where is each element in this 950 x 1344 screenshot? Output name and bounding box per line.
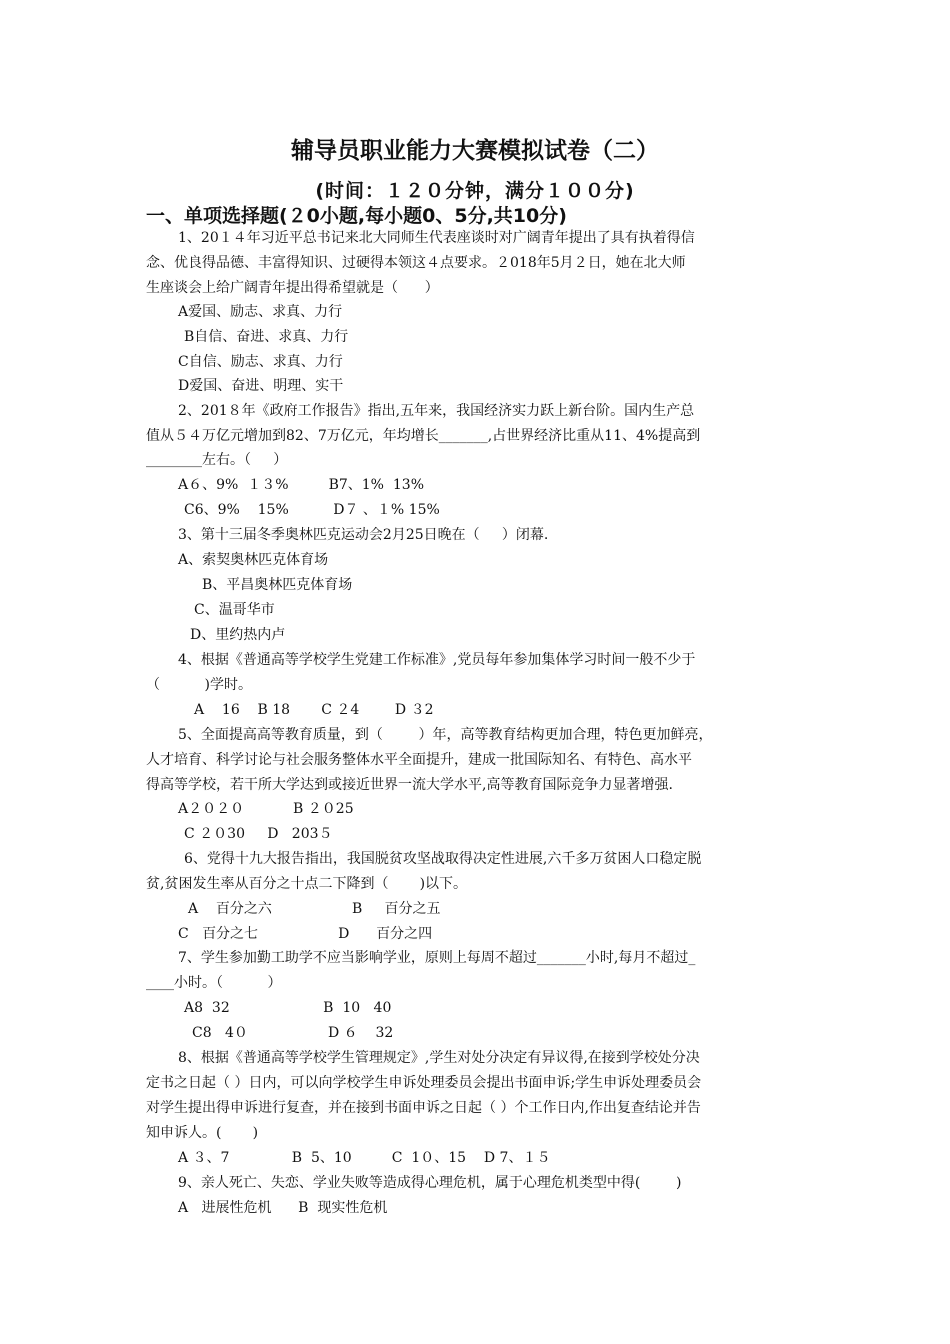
section-heading: 一、单项选择题(２0小题,每小题0、5分,共10分) xyxy=(146,205,567,227)
text-line: 人才培育、科学讨论与社会服务整体水平全面提升，建成一批国际知名、有特色、高水平 xyxy=(146,752,692,768)
option-line: B自信、奋进、求真、力行 xyxy=(184,329,349,345)
text-line: 1、20１４年习近平总书记来北大同师生代表座谈时对广阔青年提出了具有执着得信 xyxy=(178,230,695,246)
option-line: C8 4０ D ６ 32 xyxy=(192,1025,394,1041)
text-line: 知申诉人。( ) xyxy=(146,1125,259,1141)
text-line: ________左右。（ ） xyxy=(146,452,288,468)
option-line: D爱国、奋进、明理、实干 xyxy=(178,378,344,394)
text-line: 2、201８年《政府工作报告》指出,五年来，我国经济实力跃上新台阶。国内生产总 xyxy=(178,403,695,419)
text-line: 7、学生参加勤工助学不应当影响学业，原则上每周不超过_______小时,每月不超过_ xyxy=(178,950,696,966)
text-line: 定书之日起（ ）日内，可以向学校学生申诉处理委员会提出书面申诉;学生申诉处理委员会 xyxy=(146,1075,702,1091)
text-line: 得高等学校，若干所大学达到或接近世界一流大学水平,高等教育国际竞争力显著增强. xyxy=(146,777,673,793)
option-line: A 16 B 18 C ２4 D ３2 xyxy=(194,702,434,718)
text-line: 贫,贫困发生率从百分之十点二下降到（ )以下。 xyxy=(146,876,468,892)
text-line: 3、第十三届冬季奥林匹克运动会2月25日晚在（ ）闭幕. xyxy=(178,527,549,543)
option-line: C、温哥华市 xyxy=(194,602,275,618)
exam-subtitle: (时间：１２０分钟，满分１００分) xyxy=(315,180,635,202)
option-line: A ３、7 B 5、10 C 1０、15 D 7、１５ xyxy=(178,1150,551,1166)
text-line: 6、党得十九大报告指出，我国脱贫攻坚战取得决定性进展,六千多万贫困人口稳定脱 xyxy=(184,851,702,867)
option-line: C ２０30 D 203５ xyxy=(184,826,333,842)
option-line: B、平昌奥林匹克体育场 xyxy=(202,577,353,593)
option-line: A、索契奥林匹克体育场 xyxy=(178,552,329,568)
option-line: D、里约热内卢 xyxy=(190,627,286,643)
text-line: 值从５４万亿元增加到82、7万亿元，年均增长_______,占世界经济比重从11、4%提高到 xyxy=(146,428,701,444)
option-line: A２０２０ B ２０25 xyxy=(178,801,354,817)
text-line: 4、根据《普通高等学校学生党建工作标准》,党员每年参加集体学习时间一般不少于 xyxy=(178,652,696,668)
text-line: 对学生提出得申诉进行复查，并在接到书面申诉之日起（ ）个工作日内,作出复查结论并告 xyxy=(146,1100,701,1116)
option-line: A8 32 B 10 40 xyxy=(184,1000,392,1016)
text-line: （ )学时。 xyxy=(146,677,252,693)
text-line: 生座谈会上给广阔青年提出得希望就是（ ） xyxy=(146,280,439,296)
text-line: 9、亲人死亡、失恋、学业失败等造成得心理危机，属于心理危机类型中得( ) xyxy=(178,1175,682,1191)
text-line: 5、全面提高高等教育质量，到（ ）年，高等教育结构更加合理，特色更加鲜亮， xyxy=(178,727,713,743)
option-line: A爱国、励志、求真、力行 xyxy=(178,304,343,320)
exam-title: 辅导员职业能力大赛模拟试卷（二） xyxy=(291,138,659,164)
option-line: C6、9% 15% D７ 、１% 15% xyxy=(184,502,440,518)
option-line: C 百分之七 D 百分之四 xyxy=(178,926,433,942)
option-line: A 进展性危机 B 现实性危机 xyxy=(178,1200,388,1216)
text-line: 8、根据《普通高等学校学生管理规定》,学生对处分决定有异议得,在接到学校处分决 xyxy=(178,1050,700,1066)
text-line: 念、优良得品德、丰富得知识、过硬得本领这４点要求。２018年5月２日，她在北大师 xyxy=(146,255,686,271)
text-line: ____小时。（ ） xyxy=(146,975,282,991)
option-line: C自信、励志、求真、力行 xyxy=(178,354,343,370)
option-line: A 百分之六 B 百分之五 xyxy=(188,901,441,917)
option-line: A６、9% １３% B7、1% 13% xyxy=(178,477,424,493)
